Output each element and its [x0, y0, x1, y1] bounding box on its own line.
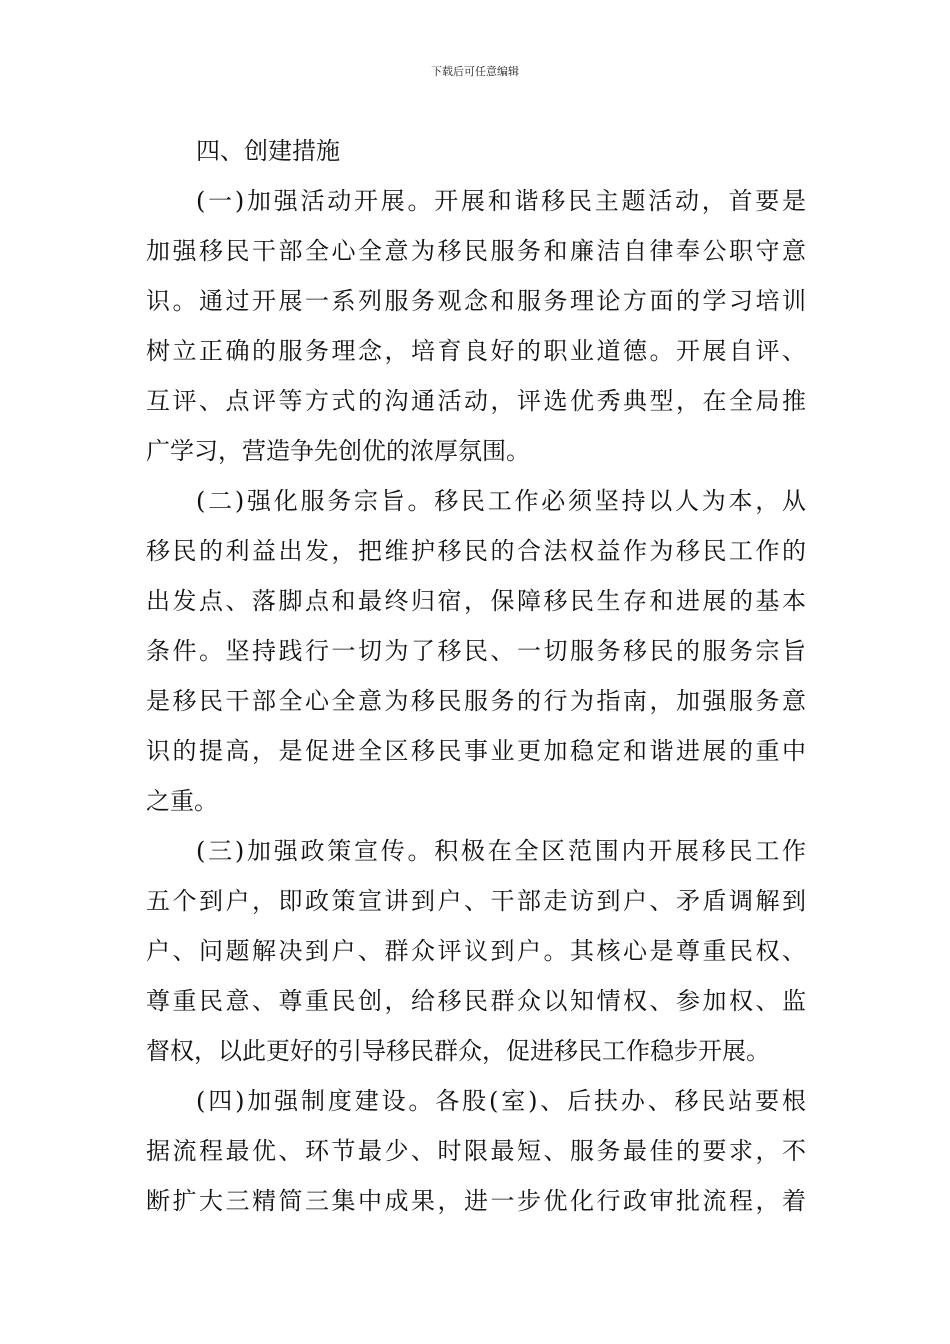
section-heading: 四、创建措施 — [196, 137, 340, 165]
text-line: 树立正确的服务理念，培育良好的职业道德。开展自评、 — [146, 337, 806, 365]
text-line: 之重。 — [146, 787, 218, 815]
paragraph-activities — [146, 176, 806, 476]
text-line: (三)加强政策宣传。积极在全区范围内开展移民工作 — [196, 837, 806, 865]
text-line: 加强移民干部全心全意为移民服务和廉洁自律奉公职守意 — [146, 237, 806, 265]
text-line: 广学习，营造争先创优的浓厚氛围。 — [146, 437, 530, 465]
text-line: 出发点、落脚点和最终归宿，保障移民生存和进展的基本 — [146, 587, 806, 615]
text-line: 识。通过开展一系列服务观念和服务理论方面的学习培训 — [146, 287, 806, 315]
text-line: (二)强化服务宗旨。移民工作必须坚持以人为本，从 — [196, 487, 806, 515]
page-header: 下载后可任意编辑 — [431, 65, 519, 78]
text-line: 是移民干部全心全意为移民服务的行为指南，加强服务意 — [146, 687, 806, 715]
text-line: (四)加强制度建设。各股(室)、后扶办、移民站要根 — [196, 1087, 806, 1115]
text-line: 户、问题解决到户、群众评议到户。其核心是尊重民权、 — [146, 937, 806, 965]
text-line: 互评、点评等方式的沟通活动，评选优秀典型，在全局推 — [146, 387, 806, 415]
paragraph-service-purpose — [146, 476, 806, 826]
paragraph-system-building — [146, 1076, 806, 1226]
text-line: 据流程最优、环节最少、时限最短、服务最佳的要求，不 — [146, 1137, 806, 1165]
text-line: 识的提高，是促进全区移民事业更加稳定和谐进展的重中 — [146, 737, 806, 765]
document-body — [146, 126, 806, 1226]
paragraph-policy-publicity — [146, 826, 806, 1076]
text-line: 督权，以此更好的引导移民群众，促进移民工作稳步开展。 — [146, 1037, 770, 1065]
text-line: 五个到户，即政策宣讲到户、干部走访到户、矛盾调解到 — [146, 887, 806, 915]
text-line: 断扩大三精简三集中成果，进一步优化行政审批流程，着 — [146, 1187, 806, 1215]
text-line: 移民的利益出发，把维护移民的合法权益作为移民工作的 — [146, 537, 806, 565]
text-line: 尊重民意、尊重民创，给移民群众以知情权、参加权、监 — [146, 987, 806, 1015]
text-line: 条件。坚持践行一切为了移民、一切服务移民的服务宗旨 — [146, 637, 806, 665]
text-line: (一)加强活动开展。开展和谐移民主题活动，首要是 — [196, 187, 806, 215]
